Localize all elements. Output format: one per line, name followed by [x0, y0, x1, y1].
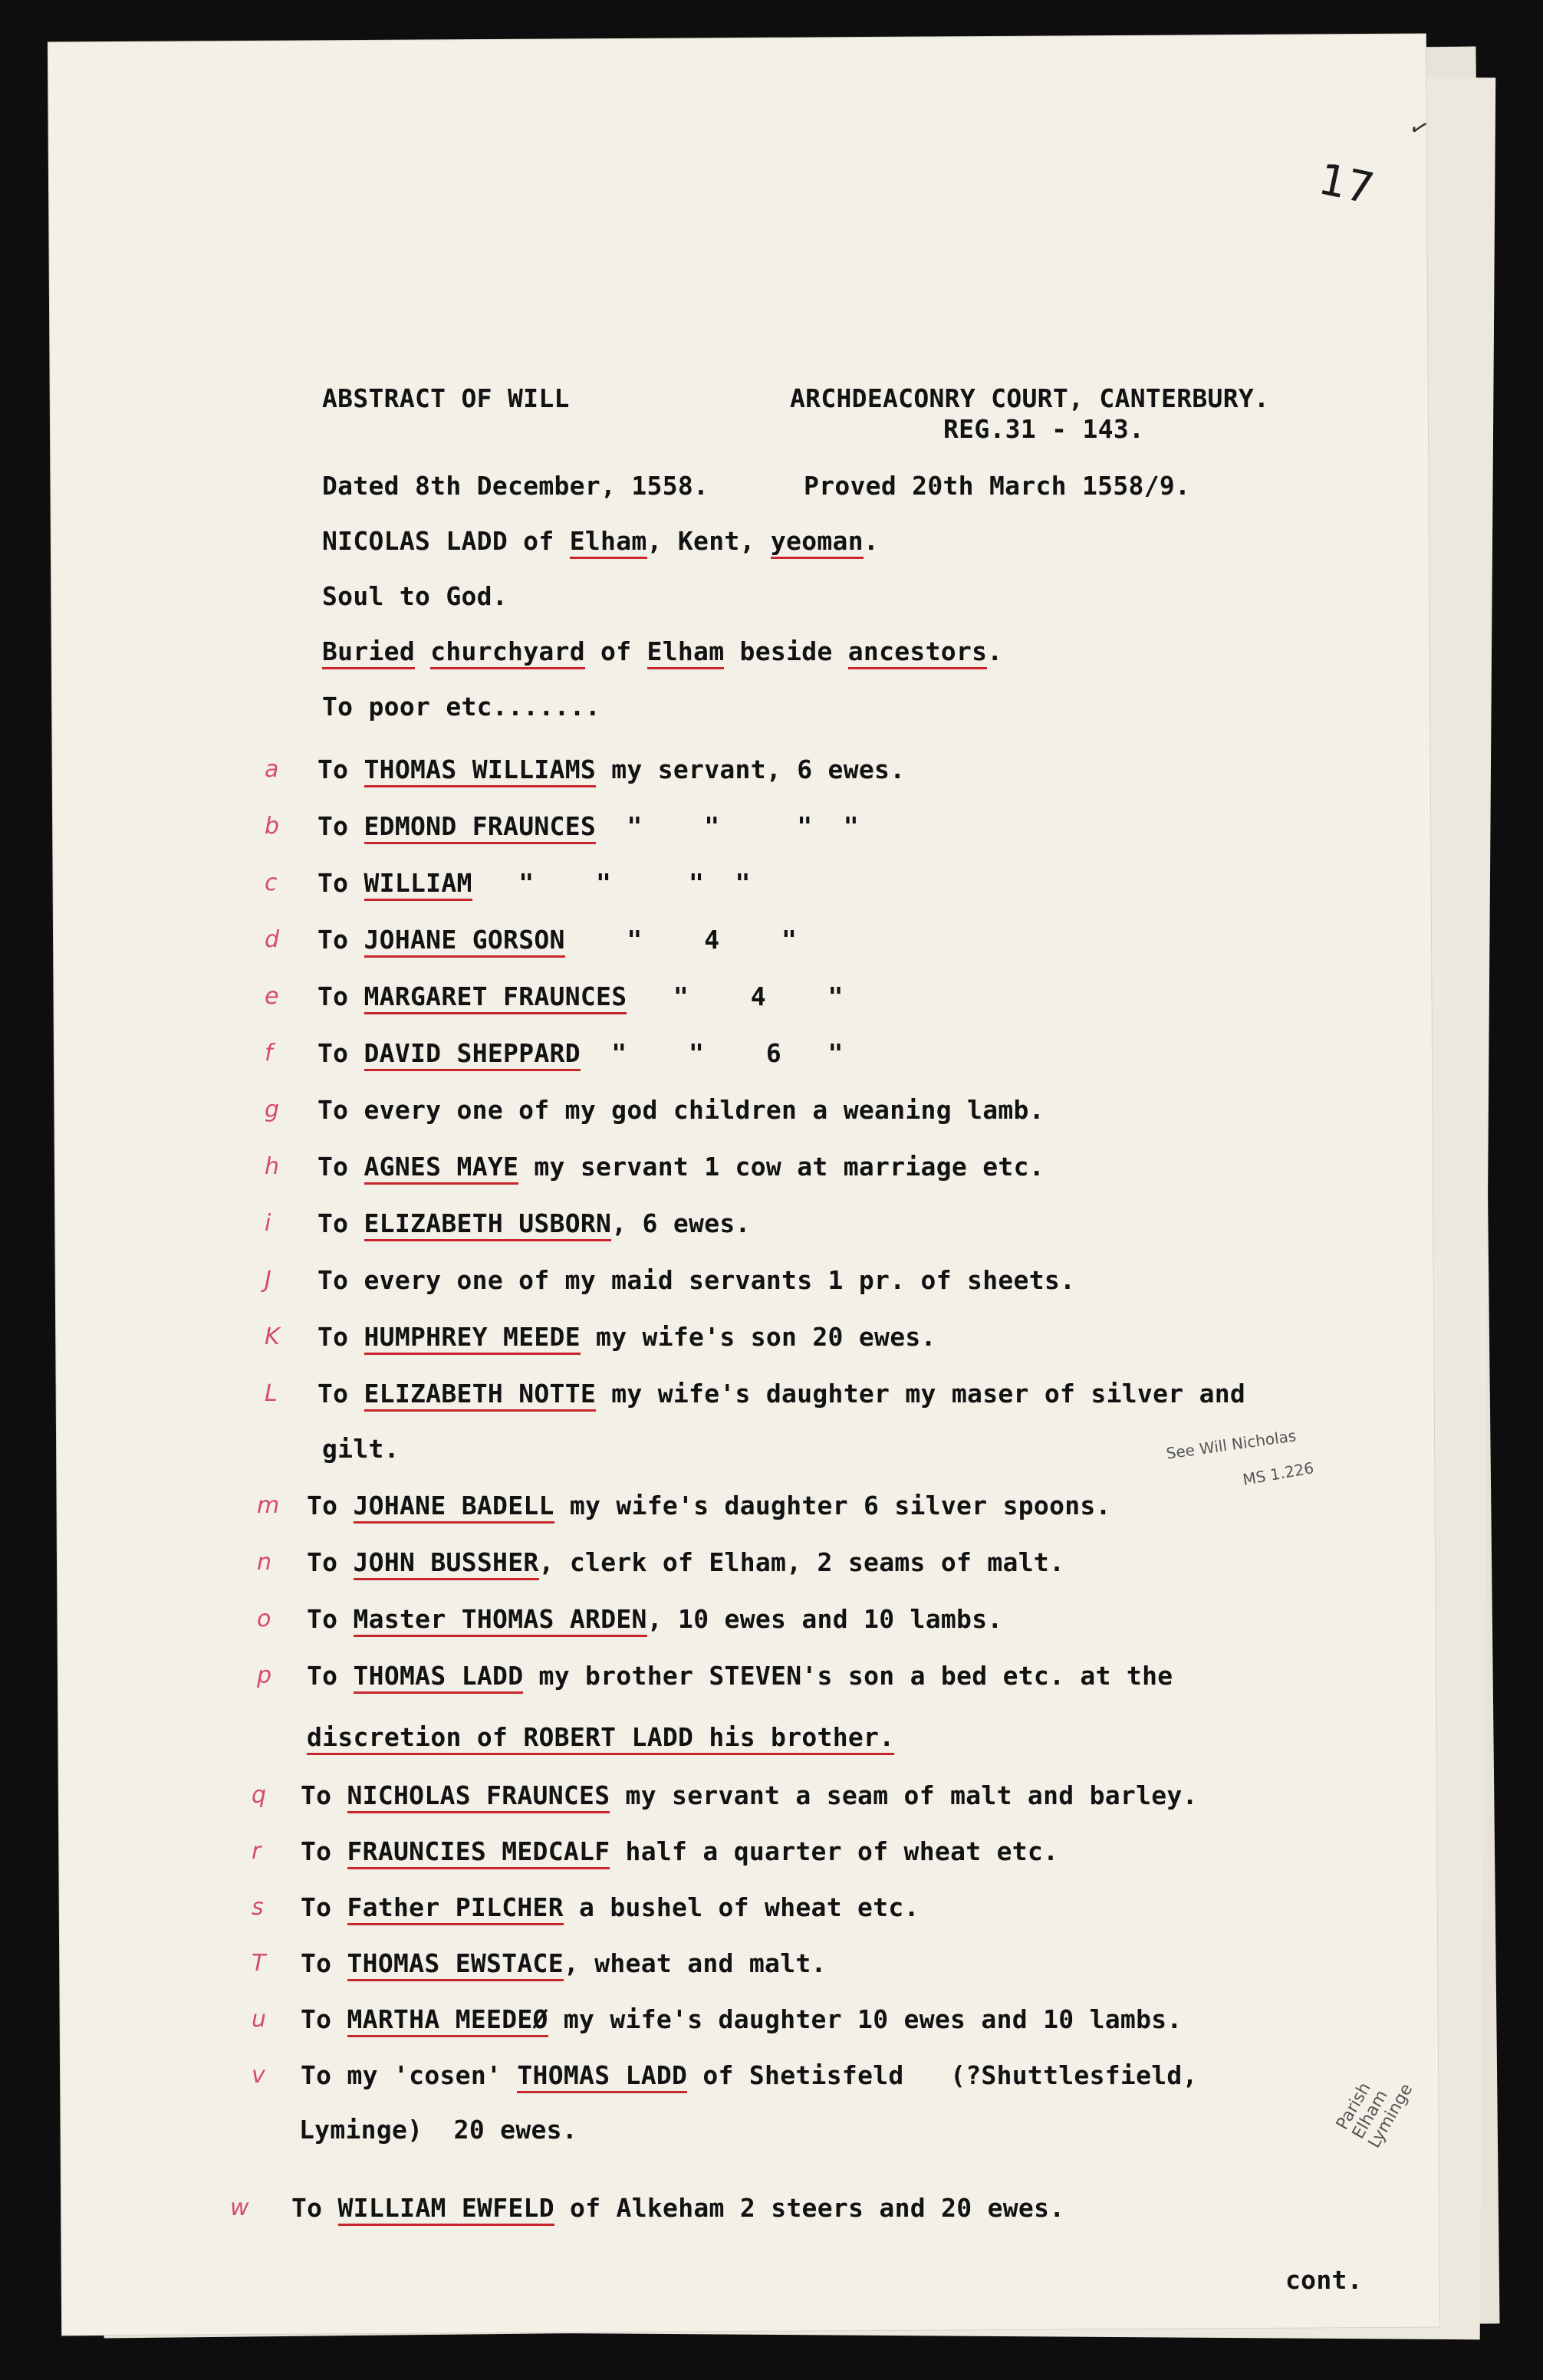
margin-letter: f	[265, 1040, 273, 1067]
bequest-line: To NICHOLAS FRAUNCES my servant a seam of malt and barley.	[301, 1780, 1198, 1810]
bequest-line: To AGNES MAYE my servant 1 cow at marriage etc.	[317, 1152, 1045, 1182]
testator: NICOLAS LADD of Elham, Kent, yeoman.	[322, 526, 879, 556]
margin-letter: e	[265, 983, 279, 1010]
burial-line: Buried churchyard of Elham beside ancestors.	[322, 636, 1002, 666]
margin-letter: g	[265, 1096, 280, 1123]
margin-letter: s	[252, 1894, 264, 1921]
proved: Proved 20th March 1558/9.	[804, 471, 1191, 501]
margin-letter: J	[265, 1267, 271, 1294]
bequest-line: To every one of my god children a weaning lamb.	[317, 1095, 1045, 1125]
margin-letter: v	[252, 2062, 265, 2089]
page-number: 17	[1314, 154, 1379, 215]
discretion-line: discretion of ROBERT LADD his brother.	[307, 1722, 894, 1752]
bequest-line: To HUMPHREY MEEDE my wife's son 20 ewes.	[317, 1322, 936, 1352]
bequest-line: To my 'cosen' THOMAS LADD of Shetisfeld (?Shuttlesfield,	[301, 2060, 1198, 2090]
margin-letter: d	[265, 926, 280, 953]
margin-letter: m	[257, 1492, 280, 1519]
bequest-line: To JOHANE BADELL my wife's daughter 6 silver spoons.	[307, 1491, 1111, 1520]
bequest-line: To THOMAS WILLIAMS my servant, 6 ewes.	[317, 754, 905, 784]
margin-letter: o	[257, 1606, 271, 1632]
margin-letter: n	[257, 1549, 272, 1576]
bequest-line: To MARTHA MEEDEØ my wife's daughter 10 ewes and 10 lambs.	[301, 2004, 1183, 2034]
margin-letter: L	[265, 1380, 278, 1407]
bequest-line: To ELIZABETH USBORN, 6 ewes.	[317, 1208, 751, 1238]
margin-letter: a	[265, 756, 279, 783]
heading-right: ARCHDEACONRY COURT, CANTERBURY.	[790, 383, 1270, 413]
pencil-note: Parish Elham Lyminge	[1332, 2079, 1417, 2152]
margin-letter: r	[252, 1838, 262, 1865]
bequest-line: To THOMAS LADD my brother STEVEN's son a bed etc. at the	[307, 1661, 1173, 1691]
soul-line: Soul to God.	[322, 581, 508, 611]
dated: Dated 8th December, 1558.	[322, 471, 709, 501]
bequest-line: To ELIZABETH NOTTE my wife's daughter my maser of silver and	[317, 1379, 1245, 1409]
pencil-note: See Will Nicholas	[1165, 1426, 1298, 1463]
bequest-line: To JOHN BUSSHER, clerk of Elham, 2 seams of malt.	[307, 1547, 1064, 1577]
margin-letter: i	[265, 1210, 271, 1237]
bequest-line: To EDMOND FRAUNCES " " " "	[317, 811, 859, 841]
heading-left: ABSTRACT OF WILL	[322, 383, 570, 413]
cont-label: cont.	[1285, 2265, 1363, 2295]
margin-letter: b	[265, 813, 280, 840]
margin-letter: T	[252, 1950, 266, 1977]
document-page	[48, 35, 1439, 2336]
register-ref: REG.31 - 143.	[943, 414, 1145, 444]
bequest-line: To WILLIAM EWFELD of Alkeham 2 steers and 20 ewes.	[291, 2193, 1064, 2223]
bequest-line: To Master THOMAS ARDEN, 10 ewes and 10 lambs.	[307, 1604, 1003, 1634]
poor-line: To poor etc.......	[322, 692, 601, 722]
bequest-line: To MARGARET FRAUNCES " 4 "	[317, 981, 844, 1011]
bequest-line: To WILLIAM " " " "	[317, 868, 751, 898]
bequest-line: To THOMAS EWSTACE, wheat and malt.	[301, 1948, 827, 1978]
bequest-line: To Father PILCHER a bushel of wheat etc.	[301, 1892, 920, 1922]
lyminge-line: Lyminge) 20 ewes.	[299, 2115, 578, 2145]
bequest-line: To JOHANE GORSON " 4 "	[317, 925, 797, 955]
margin-letter: h	[265, 1153, 280, 1180]
margin-letter: p	[257, 1662, 272, 1689]
margin-letter: c	[265, 869, 278, 896]
check-mark-icon: ✓	[1405, 112, 1433, 145]
bequest-line: To every one of my maid servants 1 pr. of sheets.	[317, 1265, 1076, 1295]
pencil-note: MS 1.226	[1241, 1458, 1315, 1489]
bequest-line: To DAVID SHEPPARD " " 6 "	[317, 1038, 844, 1068]
gilt-line: gilt.	[322, 1434, 400, 1464]
margin-letter: u	[252, 2006, 267, 2033]
margin-letter: q	[252, 1782, 267, 1809]
margin-letter: w	[230, 2194, 249, 2221]
bequest-line: To FRAUNCIES MEDCALF half a quarter of wheat etc.	[301, 1836, 1058, 1866]
margin-letter: K	[265, 1323, 280, 1350]
